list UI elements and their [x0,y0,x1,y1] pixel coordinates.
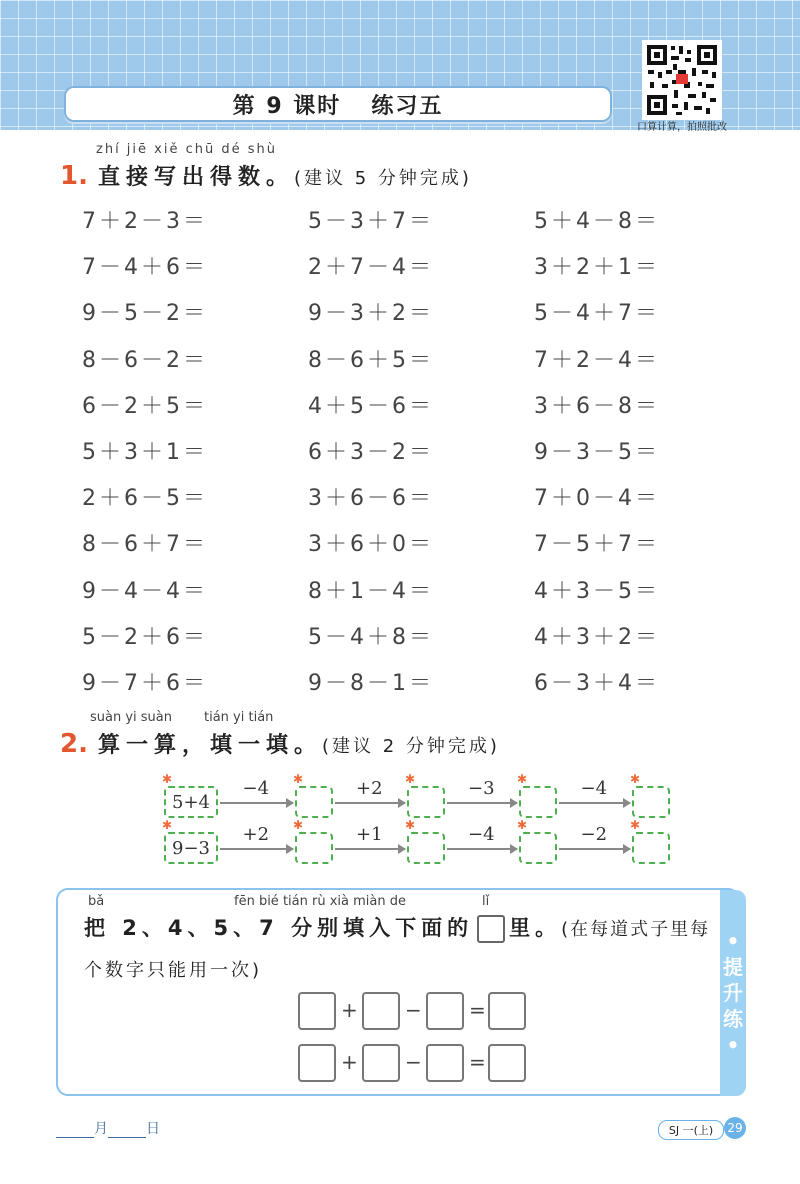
operation-label: −4 [580,778,608,799]
section2-title-text: 算一算，填一填。 [97,733,322,758]
equation-item: 5－2＋6＝ [82,624,208,650]
equation-item: 6＋3－2＝ [308,440,434,465]
equation-item: 4＋3－5＝ [534,578,660,604]
equation-item: 5－4＋7＝ [534,301,660,327]
number-slot[interactable] [298,1044,336,1082]
equation-item: 8＋1－4＝ [308,578,434,604]
operation-label: −4 [242,778,270,799]
page-number: 29 [724,1117,746,1139]
equation-item: 7＋2－3＝ [82,209,208,234]
side-tab-char: 升 [723,981,743,1005]
equation-item: 2＋7－4＝ [308,255,434,281]
equation-item: 9－3＋2＝ [308,301,434,327]
flower-icon: ✱ [162,818,173,832]
flower-icon: ✱ [517,772,528,786]
answer-box[interactable] [519,832,557,864]
answer-box[interactable] [407,786,445,818]
section1-title [60,160,472,191]
answer-box[interactable] [632,786,670,818]
equation-item: 6－2＋5＝ [82,393,208,419]
section3-pinyin-li: lǐ [482,894,490,909]
arrow-right-icon [220,802,293,804]
number-slot[interactable] [426,992,464,1030]
minus-sign: − [405,998,422,1022]
operation-label: −3 [468,778,495,799]
section2-note: (建议 2 分钟完成) [321,736,500,757]
equation-item: 5＋4－8＝ [534,209,660,234]
instruction-text-2: 里。 [509,916,562,940]
operation-label: +1 [356,824,383,845]
equation-item: 9－3－5＝ [534,440,660,465]
equation-item: 7－5＋7＝ [534,532,660,558]
day-blank[interactable] [108,1123,146,1138]
side-tab-char: 提 [723,955,743,979]
answer-box[interactable] [295,786,333,818]
section2-title [60,728,500,759]
chain-start-box: 5+4 [164,786,218,818]
number-slot[interactable] [488,992,526,1030]
flower-icon: ✱ [405,772,416,786]
arrow-right-icon [335,802,405,804]
equation-item: 3＋2＋1＝ [534,255,660,281]
side-tab-tisheng [720,890,746,1096]
equation-item: 8－6＋7＝ [82,532,208,558]
page-title [64,86,612,122]
section2-number: 2. [60,729,88,759]
equation-item: 7＋0－4＝ [534,486,660,512]
instruction-note-1: (在每道式子里每 [561,919,711,940]
number-slot[interactable] [362,992,400,1030]
month-label: 月 [94,1121,108,1137]
section1-pinyin: zhí jiē xiě chū dé shù [96,142,277,157]
flower-icon: ✱ [293,772,304,786]
side-tab-char: • [726,1033,740,1057]
side-tab-char: • [726,929,740,953]
arrow-right-icon [447,848,517,850]
arrow-right-icon [447,802,517,804]
plus-sign: + [341,998,358,1022]
equation-item: 8－6＋5＝ [308,347,434,373]
flower-icon: ✱ [630,818,641,832]
answer-box[interactable] [407,832,445,864]
equals-sign: = [469,1050,486,1074]
operation-label: −4 [468,824,495,845]
equation-item: 4＋5－6＝ [308,393,434,419]
number-slot[interactable] [362,1044,400,1082]
inline-square-icon [477,915,505,943]
section3-pinyin-ba: bǎ [88,894,105,909]
plus-sign: + [341,1050,358,1074]
equation-item: 9－4－4＝ [82,578,208,604]
equation-item: 5－3＋7＝ [308,209,434,234]
arrow-right-icon [559,848,630,850]
equation-item: 4＋3＋2＝ [534,624,660,650]
section3-instruction [84,912,710,943]
equation-item: 6－3＋4＝ [534,671,660,696]
qr-caption: 口算计算，拍照批改 [637,122,727,133]
lesson-label: 第 9 课时 [232,93,342,119]
flower-icon: ✱ [405,818,416,832]
section1-title-text: 直接写出得数。 [97,165,294,190]
section1-number: 1. [60,161,88,191]
number-slot[interactable] [488,1044,526,1082]
operation-label: +2 [242,824,270,845]
arrow-right-icon [220,848,293,850]
flower-icon: ✱ [630,772,641,786]
flower-icon: ✱ [517,818,528,832]
equals-sign: = [469,998,486,1022]
qr-code[interactable] [642,40,722,120]
equation-item: 7－4＋6＝ [82,255,208,281]
answer-box[interactable] [519,786,557,818]
date-field [56,1118,160,1138]
qr-code-icon [644,42,720,118]
flower-icon: ✱ [162,772,173,786]
equation-item: 3＋6－8＝ [534,393,660,419]
arrow-right-icon [335,848,405,850]
instruction-text-1: 把 2、4、5、7 分别填入下面的 [84,916,474,940]
topic-label: 练习五 [371,93,444,119]
flower-icon: ✱ [293,818,304,832]
side-tab-char: 练 [723,1007,743,1031]
answer-box[interactable] [295,832,333,864]
equation-item: 5－4＋8＝ [308,624,434,650]
section3-pinyin-mid: fēn bié tián rù xià miàn de [234,894,406,909]
equation-item: 9－7＋6＝ [82,671,208,696]
section2-pinyin-1: suàn yi suàn [90,710,173,725]
operation-label: −2 [580,824,608,845]
arrow-right-icon [559,802,630,804]
month-blank[interactable] [56,1123,94,1138]
equation-item: 5＋3＋1＝ [82,440,208,465]
equation-item: 2＋6－5＝ [82,486,208,512]
equation-item: 9－8－1＝ [308,671,434,696]
answer-box[interactable] [632,832,670,864]
number-slot[interactable] [298,992,336,1030]
equation-item: 9－5－2＝ [82,301,208,327]
number-slot[interactable] [426,1044,464,1082]
section2-pinyin-2: tián yi tián [204,710,274,725]
equation-item: 3＋6－6＝ [308,486,434,512]
operation-label: +2 [356,778,383,799]
equation-item: 8－6－2＝ [82,347,208,373]
minus-sign: − [405,1050,422,1074]
section1-note: (建议 5 分钟完成) [293,168,472,189]
grade-badge: SJ 一(上) [658,1120,724,1140]
instruction-note-2: 个数字只能用一次) [84,960,263,981]
equation-item: 7＋2－4＝ [534,347,660,373]
day-label: 日 [146,1121,160,1137]
chain-start-box: 9−3 [164,832,218,864]
equation-item: 3＋6＋0＝ [308,532,434,558]
